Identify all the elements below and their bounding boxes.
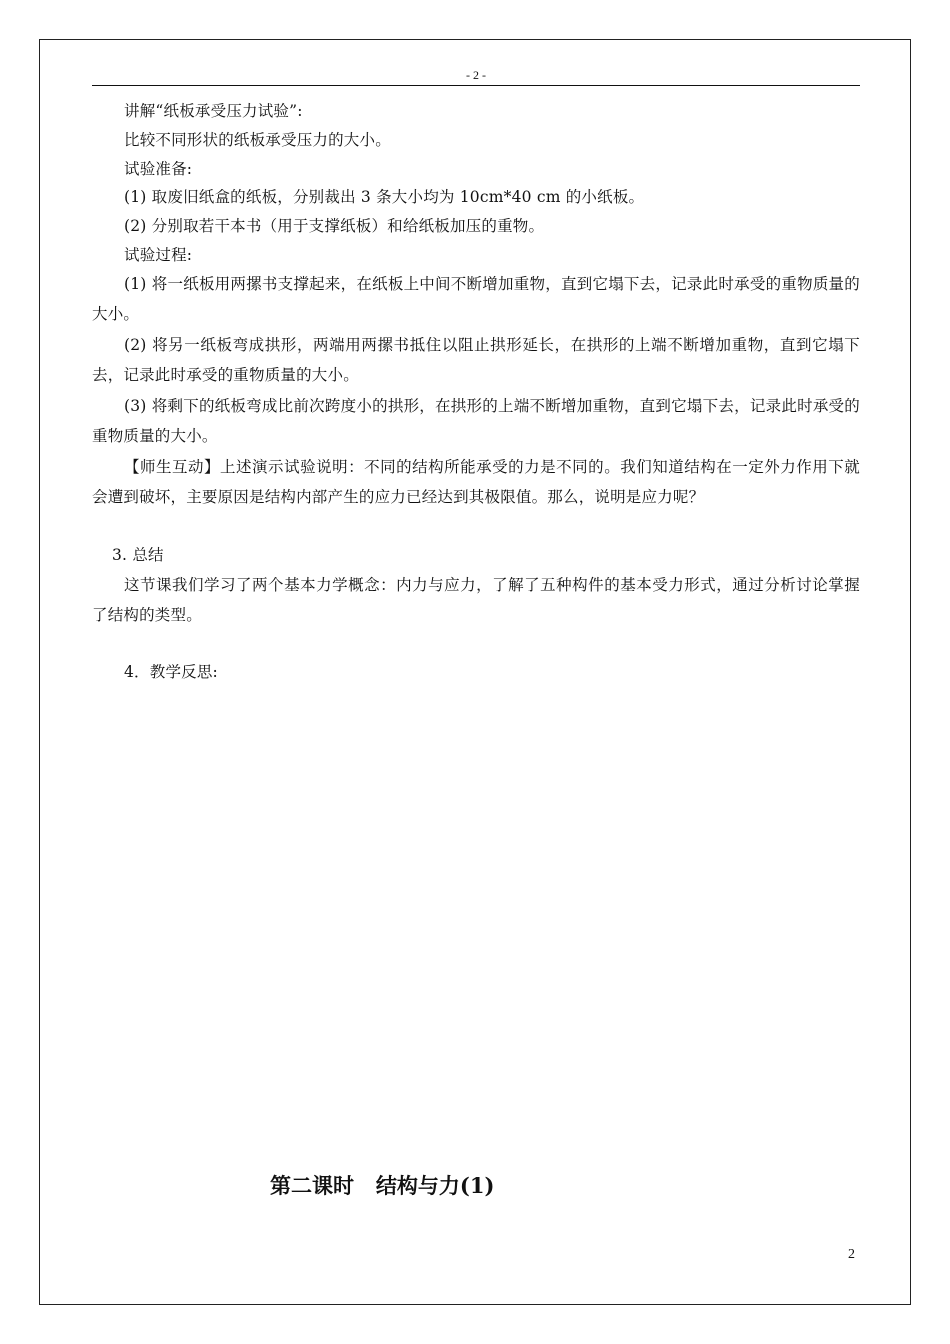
paragraph-experiment-intro: 讲解“纸板承受压力试验”: xyxy=(124,102,303,120)
paragraph-process-step-1: (1) 将一纸板用两摞书支撑起来，在纸板上中间不断增加重物，直到它塌下去，记录此时承受的重物质量的大小。 xyxy=(92,275,860,323)
paragraph-preparation-heading: 试验准备: xyxy=(124,160,193,178)
paragraph-preparation-step-2: (2) 分别取若干本书（用于支撑纸板）和给纸板加压的重物。 xyxy=(124,217,545,235)
section-summary-body: 这节课我们学习了两个基本力学概念：内力与应力，了解了五种构件的基本受力形式，通过分析讨论掌握了结构的类型。 xyxy=(92,576,860,624)
paragraph-interaction: 【师生互动】上述演示试验说明：不同的结构所能承受的力是不同的。我们知道结构在一定外力作用下就会遭到破坏，主要原因是结构内部产生的应力已经达到其极限值。那么，说明是应力呢？ xyxy=(92,458,860,506)
paragraph-preparation-step-1: (1) 取废旧纸盒的纸板，分别裁出 3 条大小均为 10cm*40 cm 的小纸板。 xyxy=(124,188,645,206)
lesson-title: 第二课时 结构与力(1) xyxy=(270,1173,495,1198)
header-rule xyxy=(92,85,860,86)
paragraph-experiment-goal: 比较不同形状的纸板承受压力的大小。 xyxy=(124,131,391,149)
paragraph-process-step-3: (3) 将剩下的纸板弯成比前次跨度小的拱形，在拱形的上端不断增加重物，直到它塌下去，记录此时承受的重物质量的大小。 xyxy=(92,397,860,445)
paragraph-process-step-2: (2) 将另一纸板弯成拱形，两端用两摞书抵住以阻止拱形延长，在拱形的上端不断增加重物，直到它塌下去，记录此时承受的重物质量的大小。 xyxy=(92,336,860,384)
section-summary-heading: 3. 总结 xyxy=(112,546,164,564)
page-number: 2 xyxy=(848,1247,855,1262)
section-reflection-heading: 4．教学反思: xyxy=(124,663,218,681)
paragraph-process-heading: 试验过程: xyxy=(124,246,193,264)
page-marker: - 2 - xyxy=(466,68,486,82)
